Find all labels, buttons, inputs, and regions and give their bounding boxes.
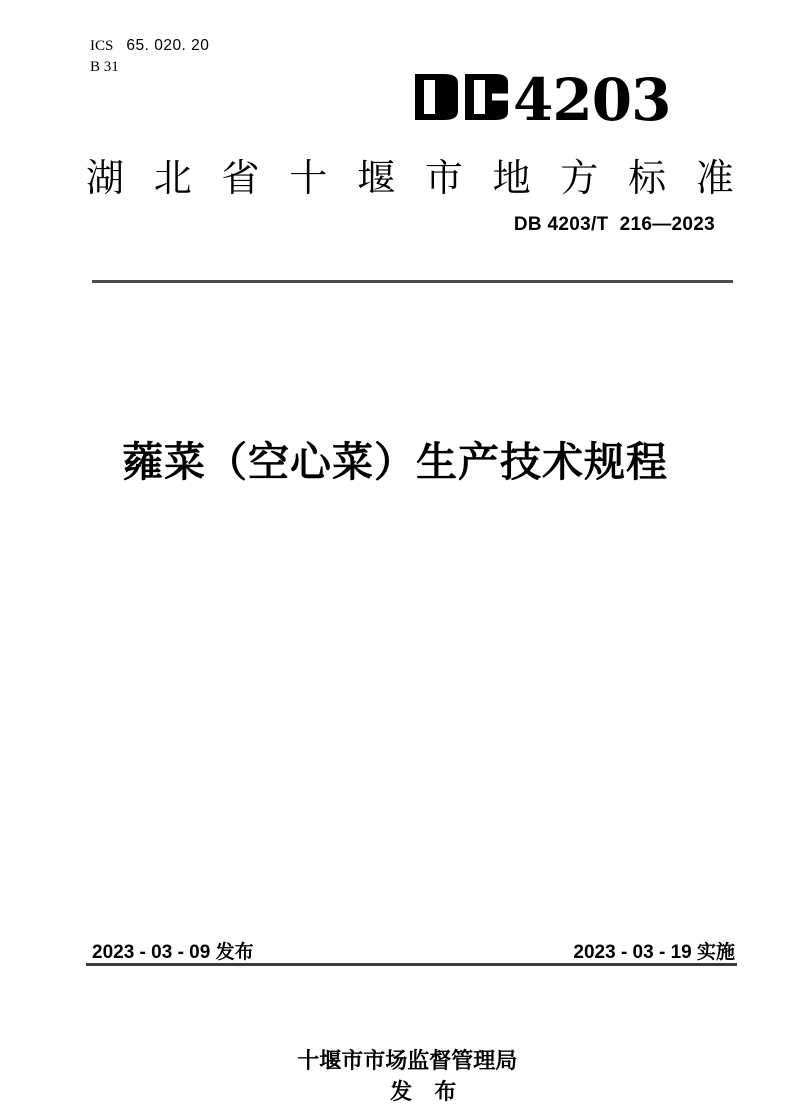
db-stencil-icon: [415, 74, 508, 120]
header-divider-line: [92, 280, 733, 283]
footer-divider-line: [86, 963, 737, 966]
doc-class-code: B 31: [90, 58, 119, 75]
ics-label: ICS: [90, 38, 114, 54]
implement-date: 2023 - 03 - 19 实施: [573, 942, 735, 963]
heading-char: 地: [492, 158, 531, 200]
ics-code: 65. 020. 20: [126, 37, 210, 54]
ics-block: [90, 36, 209, 77]
publisher-row: [0, 1018, 790, 1116]
heading-char: 北: [153, 158, 192, 200]
heading-char: 十: [289, 158, 328, 200]
publisher-name: 十堰市市场监督管理局: [297, 1048, 518, 1073]
doc-number: DB 4203/T 216—2023: [513, 214, 715, 235]
heading-char: 方: [560, 158, 599, 200]
issue-date: 2023 - 03 - 09 发布: [92, 942, 254, 963]
standard-region-heading: [86, 147, 734, 202]
dates-row: [92, 937, 735, 964]
page-title: 蕹菜（空心菜）生产技术规程: [122, 439, 668, 485]
publish-label: 发 布: [390, 1079, 465, 1104]
heading-char: 湖: [86, 158, 125, 200]
heading-char: 准: [695, 158, 734, 200]
db-standard-logo: [415, 66, 671, 134]
heading-char: 市: [424, 158, 463, 200]
heading-char: 省: [221, 158, 260, 200]
ics-line: [90, 36, 209, 56]
heading-char: 标: [628, 158, 667, 200]
logo-region-code: 4203: [513, 66, 671, 134]
heading-char: 堰: [357, 158, 396, 200]
